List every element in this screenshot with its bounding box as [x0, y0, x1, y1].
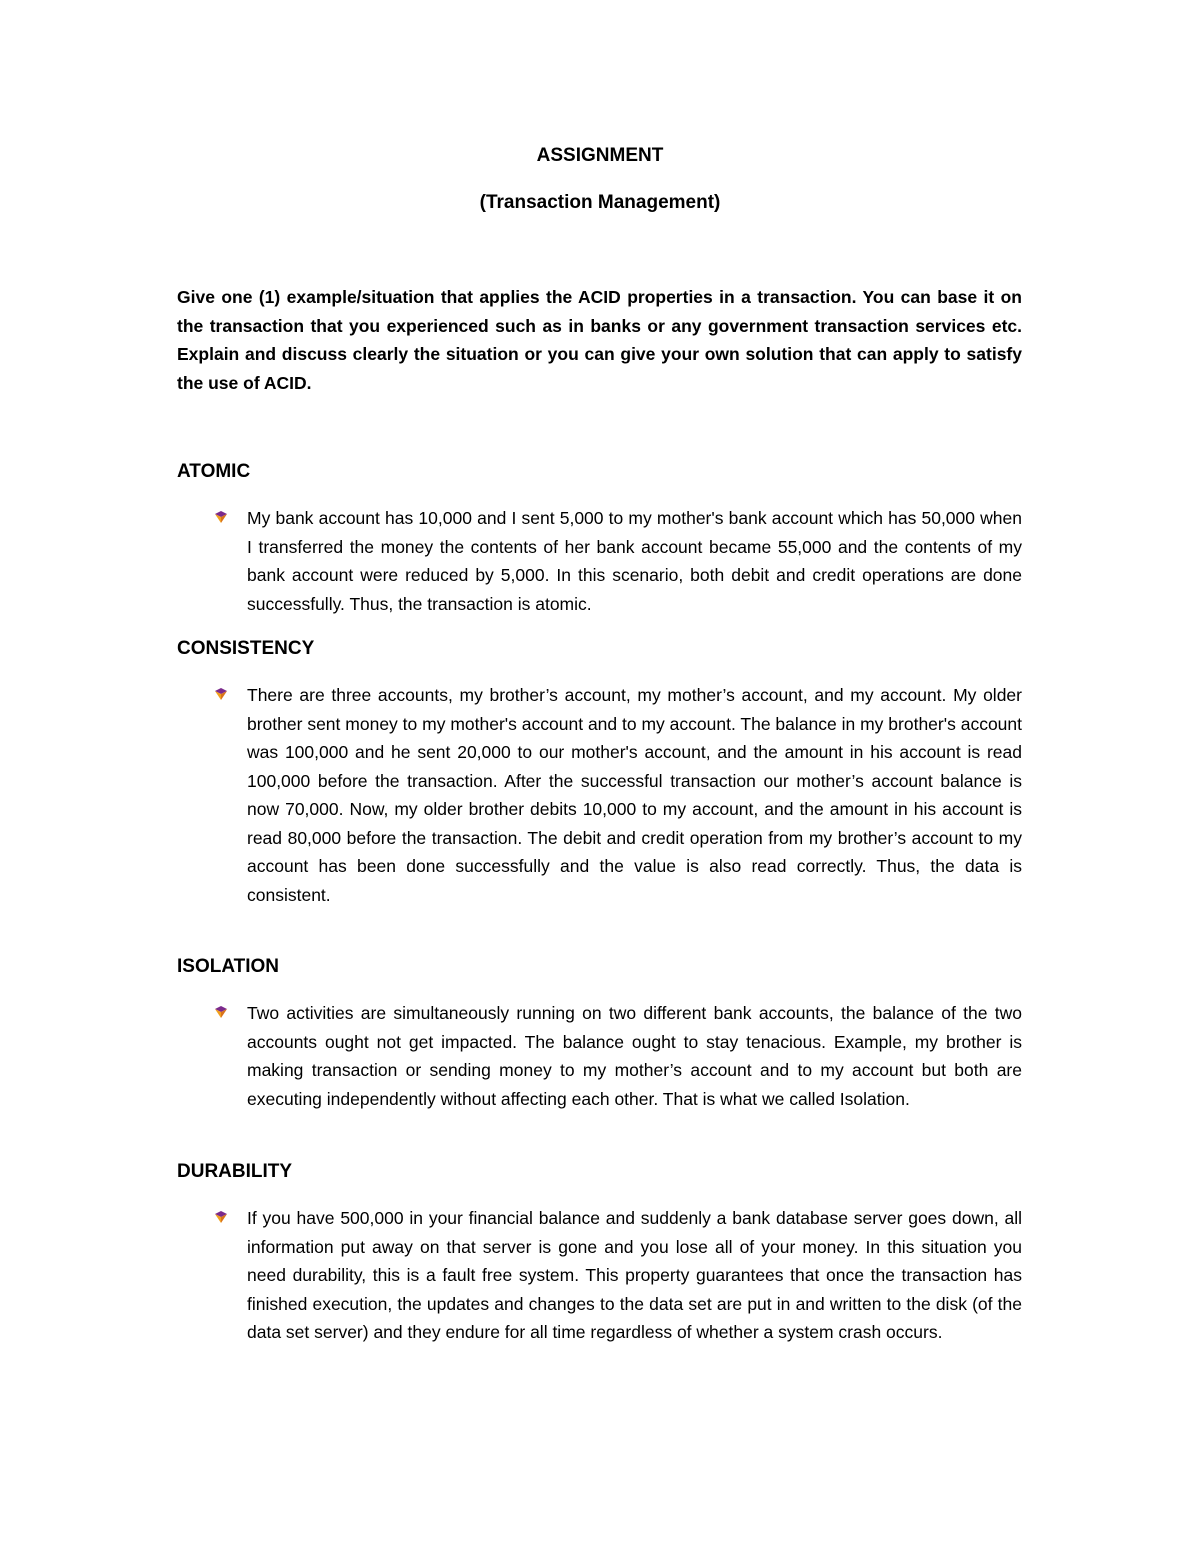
section-isolation	[177, 955, 1022, 1113]
document-subtitle: (Transaction Management)	[479, 192, 721, 213]
section-heading-isolation: ISOLATION	[177, 956, 280, 977]
diamond-arrow-bullet-icon	[212, 687, 230, 701]
section-heading-durability: DURABILITY	[177, 1161, 293, 1182]
bullet-text-durability: If you have 500,000 in your financial balance and suddenly a bank database server goes down, all information put away on that server is gone and you lose all of your money. In this situation you need durability, this is a fault free system. This property guarantees that once the transaction has finished execution, the updates and changes to the data set are put in and written to the disk (of the data set server) and they endure for all time regardless of whether a system crash occurs.	[247, 1208, 1022, 1342]
diamond-arrow-bullet-icon	[212, 510, 230, 524]
section-heading-consistency: CONSISTENCY	[177, 638, 315, 659]
bullet-text-atomic: My bank account has 10,000 and I sent 5,000 to my mother's bank account which has 50,000 when I transferred the money the contents of her bank account became 55,000 and the contents of my bank account were reduced by 5,000. In this scenario, both debit and credit operations are done successfully. Thus, the transaction is atomic.	[247, 508, 1022, 614]
section-heading-atomic: ATOMIC	[177, 461, 251, 482]
document-title: ASSIGNMENT	[536, 145, 664, 166]
bullet-item-atomic	[177, 504, 1022, 618]
section-durability	[177, 1160, 1022, 1347]
assignment-prompt: Give one (1) example/situation that applies the ACID properties in a transaction. You can base it on the transaction that you experienced such as in banks or any government transaction services etc. Explain and discuss clearly the situation or you can give your own solution that can apply to satisfy the use of ACID.	[177, 287, 1022, 393]
bullet-item-isolation	[177, 999, 1022, 1113]
bullet-text-consistency: There are three accounts, my brother’s account, my mother’s account, and my account. My older brother sent money to my mother's account and to my account. The balance in my brother's account was 100,000 and he sent 20,000 to our mother's account, and the amount in his account is read 100,000 before the transaction. After the successful transaction our mother’s account balance is now 70,000. Now, my older brother debits 10,000 to my account, and the amount in his account is read 80,000 before the transaction. The debit and credit operation from my brother’s account to my account has been done successfully and the value is also read correctly. Thus, the data is consistent.	[247, 685, 1022, 905]
section-consistency	[177, 637, 1022, 909]
bullet-item-durability	[177, 1204, 1022, 1347]
section-atomic	[177, 460, 1022, 618]
diamond-arrow-bullet-icon	[212, 1210, 230, 1224]
diamond-arrow-bullet-icon	[212, 1005, 230, 1019]
bullet-text-isolation: Two activities are simultaneously running on two different bank accounts, the balance of the two accounts ought not get impacted. The balance ought to stay tenacious. Example, my brother is making transaction or sending money to my mother’s account and to my account but both are executing independently without affecting each other. That is what we called Isolation.	[247, 1003, 1022, 1109]
bullet-item-consistency	[177, 681, 1022, 909]
